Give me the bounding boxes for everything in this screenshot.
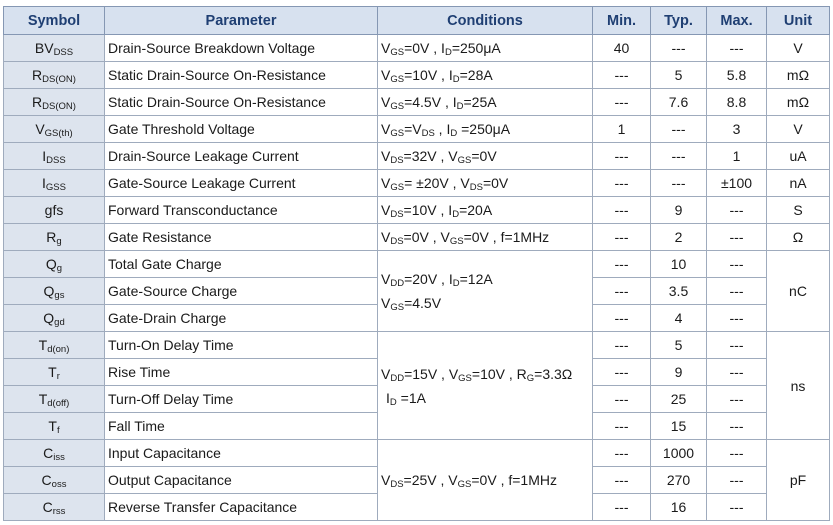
symbol-cell <box>4 251 105 278</box>
unit-cell: nA <box>767 170 830 197</box>
unit-cell: mΩ <box>767 89 830 116</box>
max-cell: --- <box>707 278 767 305</box>
min-cell: 40 <box>593 35 651 62</box>
max-cell: --- <box>707 467 767 494</box>
max-cell: 3 <box>707 116 767 143</box>
header-min: Min. <box>593 7 651 35</box>
unit-cell: mΩ <box>767 62 830 89</box>
symbol-base: gfs <box>44 202 64 218</box>
symbol-base: Q <box>45 256 57 272</box>
symbol-base: I <box>42 148 47 164</box>
max-cell: --- <box>707 494 767 521</box>
parameter-cell: Gate-Source Charge <box>105 278 378 305</box>
typ-cell: 7.6 <box>651 89 707 116</box>
capacitance-conditions-cell <box>378 440 593 521</box>
parameter-cell: Drain-Source Breakdown Voltage <box>105 35 378 62</box>
symbol-base: R <box>46 229 57 245</box>
typ-cell: 15 <box>651 413 707 440</box>
max-cell: --- <box>707 35 767 62</box>
capacitance-unit-cell: pF <box>767 440 830 521</box>
symbol-base: C <box>41 472 52 488</box>
symbol-cell <box>4 89 105 116</box>
symbol-subscript: DSS <box>53 47 74 58</box>
header-conditions: Conditions <box>378 7 593 35</box>
symbol-subscript: d(off) <box>47 398 70 409</box>
min-cell: --- <box>593 197 651 224</box>
typ-cell: 1000 <box>651 440 707 467</box>
min-cell: 1 <box>593 116 651 143</box>
min-cell: --- <box>593 467 651 494</box>
symbol-base: I <box>42 175 46 191</box>
symbol-base: T <box>48 418 57 434</box>
symbol-subscript: gs <box>54 290 65 301</box>
symbol-base: Q <box>43 310 55 326</box>
max-cell: --- <box>707 251 767 278</box>
conditions-cell <box>378 89 593 116</box>
unit-cell: V <box>767 35 830 62</box>
symbol-cell <box>4 116 105 143</box>
unit-cell: S <box>767 197 830 224</box>
typ-cell: 5 <box>651 332 707 359</box>
charge-condition-line-2: $V_{GS}=4.5V$ <box>381 295 442 313</box>
parameter-cell: Static Drain-Source On-Resistance <box>105 89 378 116</box>
min-cell: --- <box>593 89 651 116</box>
conditions-cell <box>378 197 593 224</box>
min-cell: --- <box>593 143 651 170</box>
conditions-cell <box>378 170 593 197</box>
symbol-subscript: iss <box>53 452 65 463</box>
conditions-text: $V_{DS}=0V$ , $V_{GS}=0V$ , f=1MHz <box>381 229 550 247</box>
table-row <box>4 440 830 467</box>
parameter-cell: Gate-Source Leakage Current <box>105 170 378 197</box>
typ-cell: 2 <box>651 224 707 251</box>
symbol-cell <box>4 413 105 440</box>
max-cell: --- <box>707 305 767 332</box>
switching-condition-line-1: $V_{DD}=15V$ , $V_{GS}=10V$ , $R_G=3.3\Omega$ <box>381 365 573 384</box>
min-cell: --- <box>593 413 651 440</box>
parameter-cell: Forward Transconductance <box>105 197 378 224</box>
conditions-cell <box>378 62 593 89</box>
typ-cell: --- <box>651 35 707 62</box>
typ-cell: 5 <box>651 62 707 89</box>
typ-cell: 4 <box>651 305 707 332</box>
unit-cell: uA <box>767 143 830 170</box>
min-cell: --- <box>593 224 651 251</box>
parameter-cell: Fall Time <box>105 413 378 440</box>
parameter-cell: Static Drain-Source On-Resistance <box>105 62 378 89</box>
conditions-text: $V_{GS}=4.5V$ , $I_D=25A$ <box>381 94 497 112</box>
header-parameter: Parameter <box>105 7 378 35</box>
typ-cell: --- <box>651 143 707 170</box>
symbol-subscript: DS(ON) <box>42 74 76 85</box>
min-cell: --- <box>593 332 651 359</box>
min-cell: --- <box>593 278 651 305</box>
symbol-subscript: DSS <box>46 155 66 166</box>
table-row <box>4 116 830 143</box>
parameter-cell: Gate Resistance <box>105 224 378 251</box>
symbol-subscript: gd <box>54 317 65 328</box>
table-row <box>4 332 830 359</box>
conditions-text: $V_{GS}= \pm 20V$ , $V_{DS}=0V$ <box>381 175 509 193</box>
header-unit: Unit <box>767 7 830 35</box>
symbol-cell <box>4 197 105 224</box>
conditions-text: $V_{GS}=0V$ , $I_D=250\mu A$ <box>381 40 501 58</box>
max-cell: --- <box>707 332 767 359</box>
min-cell: --- <box>593 494 651 521</box>
parameter-cell: Gate-Drain Charge <box>105 305 378 332</box>
symbol-cell <box>4 278 105 305</box>
symbol-cell <box>4 494 105 521</box>
symbol-subscript: d(on) <box>47 344 70 355</box>
symbol-base: T <box>48 364 57 380</box>
symbol-subscript: g <box>56 263 63 274</box>
symbol-cell <box>4 332 105 359</box>
table-row <box>4 224 830 251</box>
symbol-subscript: rss <box>52 506 66 517</box>
conditions-text: $V_{GS}=V_{DS}$ , $I_D =250\mu A$ <box>381 121 511 139</box>
table-row <box>4 89 830 116</box>
symbol-subscript: DS(ON) <box>42 101 76 112</box>
symbol-subscript: g <box>56 236 62 247</box>
symbol-cell <box>4 386 105 413</box>
max-cell: ±100 <box>707 170 767 197</box>
max-cell: --- <box>707 224 767 251</box>
electrical-characteristics-table <box>3 6 830 521</box>
parameter-cell: Turn-Off Delay Time <box>105 386 378 413</box>
header-row <box>4 7 830 35</box>
min-cell: --- <box>593 305 651 332</box>
symbol-cell <box>4 62 105 89</box>
max-cell: --- <box>707 386 767 413</box>
capacitance-condition: $V_{DS}=25V$ , $V_{GS}=0V$ , f=1MHz <box>381 472 557 490</box>
parameter-cell: Rise Time <box>105 359 378 386</box>
symbol-base: V <box>35 121 45 137</box>
typ-cell: 9 <box>651 359 707 386</box>
symbol-base: C <box>43 445 54 461</box>
table-row <box>4 62 830 89</box>
max-cell: --- <box>707 413 767 440</box>
symbol-base: T <box>38 391 48 407</box>
max-cell: --- <box>707 359 767 386</box>
table-row <box>4 143 830 170</box>
parameter-cell: Input Capacitance <box>105 440 378 467</box>
symbol-base: T <box>38 337 48 353</box>
table-row <box>4 251 830 278</box>
symbol-subscript: f <box>56 425 60 436</box>
charge-unit-cell: nC <box>767 251 830 332</box>
max-cell: --- <box>707 440 767 467</box>
max-cell: --- <box>707 197 767 224</box>
symbol-subscript: GS(th) <box>44 128 73 139</box>
parameter-cell: Output Capacitance <box>105 467 378 494</box>
symbol-cell <box>4 35 105 62</box>
symbol-base: Q <box>43 283 55 299</box>
unit-cell: Ω <box>767 224 830 251</box>
typ-cell: 10 <box>651 251 707 278</box>
parameter-cell: Reverse Transfer Capacitance <box>105 494 378 521</box>
table-row <box>4 170 830 197</box>
conditions-cell <box>378 35 593 62</box>
table-row <box>4 35 830 62</box>
min-cell: --- <box>593 440 651 467</box>
conditions-text: $V_{GS}=10V$ , $I_D=28A$ <box>381 67 493 85</box>
min-cell: --- <box>593 251 651 278</box>
table-row <box>4 197 830 224</box>
unit-cell: V <box>767 116 830 143</box>
header-max: Max. <box>707 7 767 35</box>
charge-conditions-cell <box>378 251 593 332</box>
min-cell: --- <box>593 386 651 413</box>
conditions-cell <box>378 224 593 251</box>
switching-condition-line-2: $I_D =1A$ <box>386 389 426 408</box>
parameter-cell: Gate Threshold Voltage <box>105 116 378 143</box>
min-cell: --- <box>593 359 651 386</box>
symbol-base: C <box>42 499 53 515</box>
typ-cell: 270 <box>651 467 707 494</box>
typ-cell: --- <box>651 116 707 143</box>
conditions-cell <box>378 116 593 143</box>
typ-cell: 25 <box>651 386 707 413</box>
typ-cell: 9 <box>651 197 707 224</box>
min-cell: --- <box>593 170 651 197</box>
conditions-text: $V_{DS}=10V$ , $I_D=20A$ <box>381 202 493 220</box>
min-cell: --- <box>593 62 651 89</box>
typ-cell: 16 <box>651 494 707 521</box>
header-symbol: Symbol <box>4 7 105 35</box>
symbol-subscript: r <box>56 371 60 382</box>
charge-condition-line-1: $V_{DD}=20V$ , $I_D=12A$ <box>381 271 493 289</box>
parameter-cell: Total Gate Charge <box>105 251 378 278</box>
switching-conditions-cell <box>378 332 593 440</box>
symbol-base: BV <box>34 40 54 56</box>
symbol-cell <box>4 467 105 494</box>
switching-unit-cell: ns <box>767 332 830 440</box>
symbol-subscript: GSS <box>45 182 66 193</box>
max-cell: 1 <box>707 143 767 170</box>
symbol-cell <box>4 224 105 251</box>
header-typ: Typ. <box>651 7 707 35</box>
symbol-cell <box>4 170 105 197</box>
symbol-cell <box>4 143 105 170</box>
max-cell: 8.8 <box>707 89 767 116</box>
symbol-base: R <box>32 94 43 110</box>
conditions-text: $V_{DS}=32V$ , $V_{GS}=0V$ <box>381 148 497 166</box>
symbol-base: R <box>32 67 43 83</box>
symbol-cell <box>4 359 105 386</box>
symbol-cell <box>4 305 105 332</box>
conditions-cell <box>378 143 593 170</box>
max-cell: 5.8 <box>707 62 767 89</box>
symbol-cell <box>4 440 105 467</box>
parameter-cell: Turn-On Delay Time <box>105 332 378 359</box>
symbol-subscript: oss <box>51 479 67 490</box>
typ-cell: --- <box>651 170 707 197</box>
typ-cell: 3.5 <box>651 278 707 305</box>
parameter-cell: Drain-Source Leakage Current <box>105 143 378 170</box>
